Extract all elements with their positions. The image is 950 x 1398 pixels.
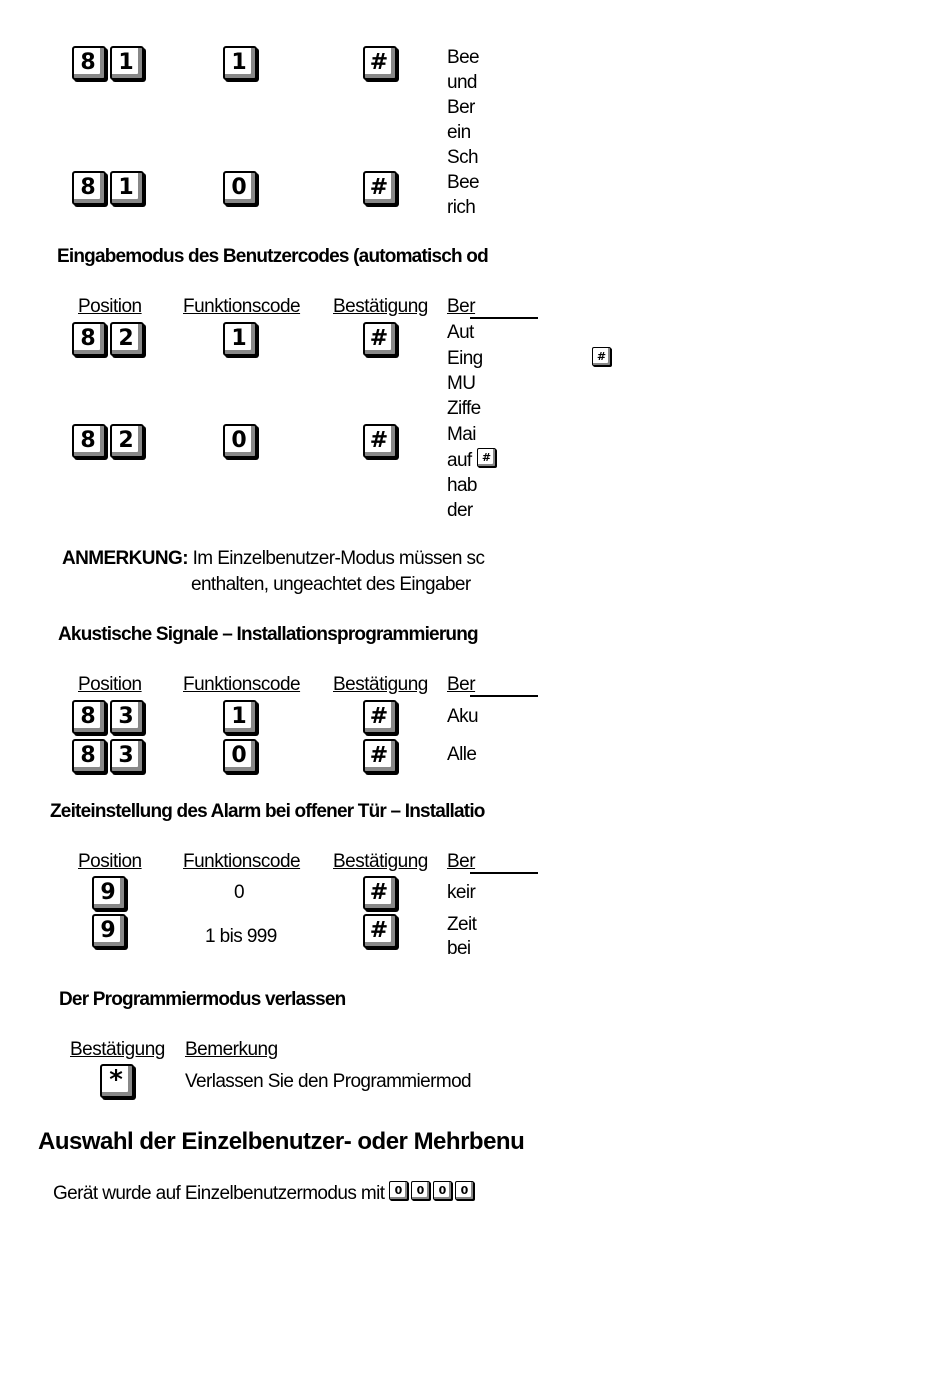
key-position-digit: 3: [110, 700, 144, 734]
key-function-code: 0: [223, 171, 257, 205]
key-function-code: 0: [223, 739, 257, 773]
key-position-digit: 8: [72, 424, 106, 458]
column-header-remark: Ber: [447, 296, 476, 317]
key-star: *: [100, 1064, 134, 1098]
remark-line: Zeit: [447, 914, 477, 935]
remark-line: Bee: [447, 47, 480, 68]
remark-line: Aut: [447, 322, 474, 343]
section-title: Auswahl der Einzelbenutzer- oder Mehrbenu: [38, 1128, 525, 1155]
key-confirm: #: [363, 914, 397, 948]
column-header-remark: Ber: [447, 851, 476, 872]
column-header-remark: Bemerkung: [185, 1039, 278, 1060]
remark-line: Mai: [447, 424, 476, 445]
key-confirm: #: [363, 876, 397, 910]
key-position-digit: 9: [92, 914, 126, 948]
key-position-digit: 8: [72, 739, 106, 773]
column-header-function-code: Funktionscode: [183, 296, 301, 317]
inline-key-digit: 0: [411, 1181, 430, 1200]
key-position-digit: 2: [110, 322, 144, 356]
remark-line: bei: [447, 938, 471, 959]
remark-line: rich: [447, 197, 476, 218]
key-position-digit: 8: [72, 171, 106, 205]
column-header-confirm: Bestätigung: [333, 674, 428, 695]
column-header-confirm: Bestätigung: [333, 296, 428, 317]
function-code-value: 1 bis 999: [205, 926, 277, 947]
key-position-digit: 8: [72, 700, 106, 734]
column-header-confirm: Bestätigung: [333, 851, 428, 872]
key-confirm: #: [363, 700, 397, 734]
remark-line: Ziffe: [447, 398, 481, 419]
section-title: Akustische Signale – Installationsprogrammierung: [58, 624, 478, 645]
note-label: ANMERKUNG:: [62, 548, 188, 569]
remark-line: und: [447, 72, 477, 93]
key-confirm: #: [363, 739, 397, 773]
inline-key-digit: 0: [433, 1181, 452, 1200]
key-confirm: #: [363, 46, 397, 80]
remark-line: Sch: [447, 147, 478, 168]
key-function-code: 1: [223, 700, 257, 734]
function-code-value: 0: [234, 882, 244, 903]
remark-line: keir: [447, 882, 476, 903]
remark-text: Verlassen Sie den Programmiermod: [185, 1071, 471, 1092]
key-confirm: #: [363, 322, 397, 356]
key-position-digit: 9: [92, 876, 126, 910]
remark-line: Eing: [447, 348, 483, 369]
remark-line: auf: [447, 450, 472, 471]
remark-line: ein: [447, 122, 471, 143]
remark-line: hab: [447, 475, 477, 496]
column-header-confirm: Bestätigung: [70, 1039, 165, 1060]
section-title: Der Programmiermodus verlassen: [59, 989, 346, 1010]
section-title: Eingabemodus des Benutzercodes (automatisch od: [57, 246, 488, 267]
key-position-digit: 1: [110, 171, 144, 205]
header-underline: [470, 872, 538, 874]
section-title: Zeiteinstellung des Alarm bei offener Tür – Installatio: [50, 801, 485, 822]
column-header-position: Position: [78, 851, 142, 872]
key-function-code: 1: [223, 322, 257, 356]
floating-key-hash: #: [592, 347, 611, 366]
key-confirm: #: [363, 424, 397, 458]
header-underline: [470, 317, 538, 319]
remark-line: Bee: [447, 172, 480, 193]
key-position-digit: 3: [110, 739, 144, 773]
key-function-code: 1: [223, 46, 257, 80]
column-header-function-code: Funktionscode: [183, 674, 301, 695]
inline-key-digit: 0: [389, 1181, 408, 1200]
key-position-digit: 8: [72, 322, 106, 356]
note-text-line2: enthalten, ungeachtet des Eingaber: [191, 574, 471, 595]
remark-line: Ber: [447, 97, 475, 118]
key-position-digit: 8: [72, 46, 106, 80]
body-text: Gerät wurde auf Einzelbenutzermodus mit: [53, 1183, 385, 1204]
column-header-remark: Ber: [447, 674, 476, 695]
header-underline: [470, 695, 538, 697]
key-function-code: 0: [223, 424, 257, 458]
inline-key-digit: 0: [455, 1181, 474, 1200]
remark-line: MU: [447, 373, 476, 394]
remark-line: der: [447, 500, 473, 521]
column-header-position: Position: [78, 296, 142, 317]
remark-line: Aku: [447, 706, 478, 727]
key-confirm: #: [363, 171, 397, 205]
key-position-digit: 1: [110, 46, 144, 80]
column-header-function-code: Funktionscode: [183, 851, 301, 872]
column-header-position: Position: [78, 674, 142, 695]
note-text: Im Einzelbenutzer-Modus müssen sc: [192, 548, 485, 569]
inline-key-hash: #: [477, 448, 496, 467]
key-position-digit: 2: [110, 424, 144, 458]
remark-line: Alle: [447, 744, 477, 765]
